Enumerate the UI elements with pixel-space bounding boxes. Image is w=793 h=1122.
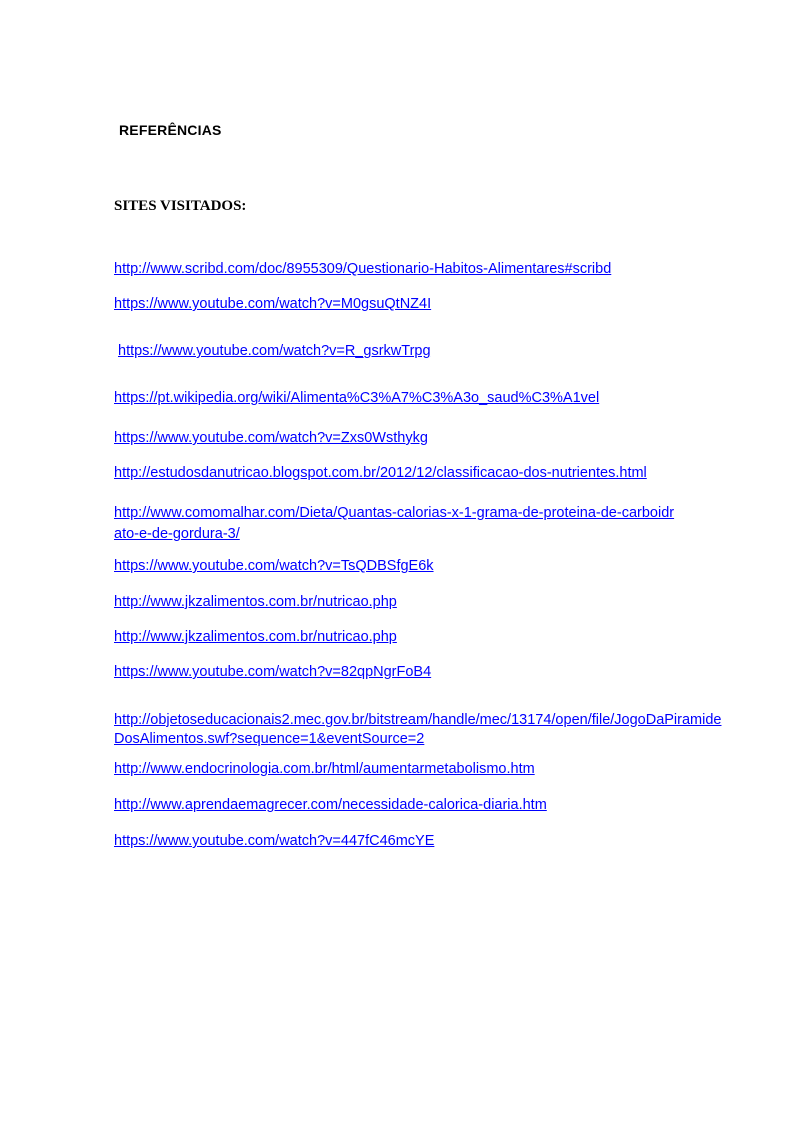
reference-link[interactable]: https://www.youtube.com/watch?v=Zxs0Wsthykg [114,430,428,446]
reference-link[interactable]: http://www.comomalhar.com/Dieta/Quantas-calorias-x-1-grama-de-proteina-de-carboidrato-e-de-gordura-3/ [114,505,675,542]
section-subheading: SITES VISITADOS: [114,198,247,214]
reference-link[interactable]: http://www.aprendaemagrecer.com/necessidade-calorica-diaria.htm [114,797,547,813]
reference-link[interactable]: http://www.jkzalimentos.com.br/nutricao.php [114,594,397,610]
reference-link[interactable]: http://www.scribd.com/doc/8955309/Questionario-Habitos-Alimentares#scribd [114,261,612,277]
page-heading: REFERÊNCIAS [119,122,222,138]
reference-link[interactable]: http://www.endocrinologia.com.br/html/aumentarmetabolismo.htm [114,761,535,777]
reference-link[interactable]: http://estudosdanutricao.blogspot.com.br/2012/12/classificacao-dos-nutrientes.html [114,465,647,481]
reference-link[interactable]: http://objetoseducacionais2.mec.gov.br/bitstream/handle/mec/13174/open/file/JogoDaPiramideDosAlimentos.swf?sequence=1&eventSource=2 [114,712,722,747]
reference-link[interactable]: http://www.jkzalimentos.com.br/nutricao.php [114,629,397,645]
reference-link[interactable]: https://www.youtube.com/watch?v=TsQDBSfgE6k [114,558,434,574]
reference-link[interactable]: https://www.youtube.com/watch?v=R_gsrkwTrpg [118,343,431,359]
reference-link[interactable]: https://www.youtube.com/watch?v=82qpNgrFoB4 [114,664,432,680]
reference-link[interactable]: https://www.youtube.com/watch?v=447fC46mcYE [114,833,435,849]
reference-link[interactable]: https://pt.wikipedia.org/wiki/Alimenta%C3%A7%C3%A3o_saud%C3%A1vel [114,390,600,406]
reference-link[interactable]: https://www.youtube.com/watch?v=M0gsuQtNZ4I [114,296,432,312]
